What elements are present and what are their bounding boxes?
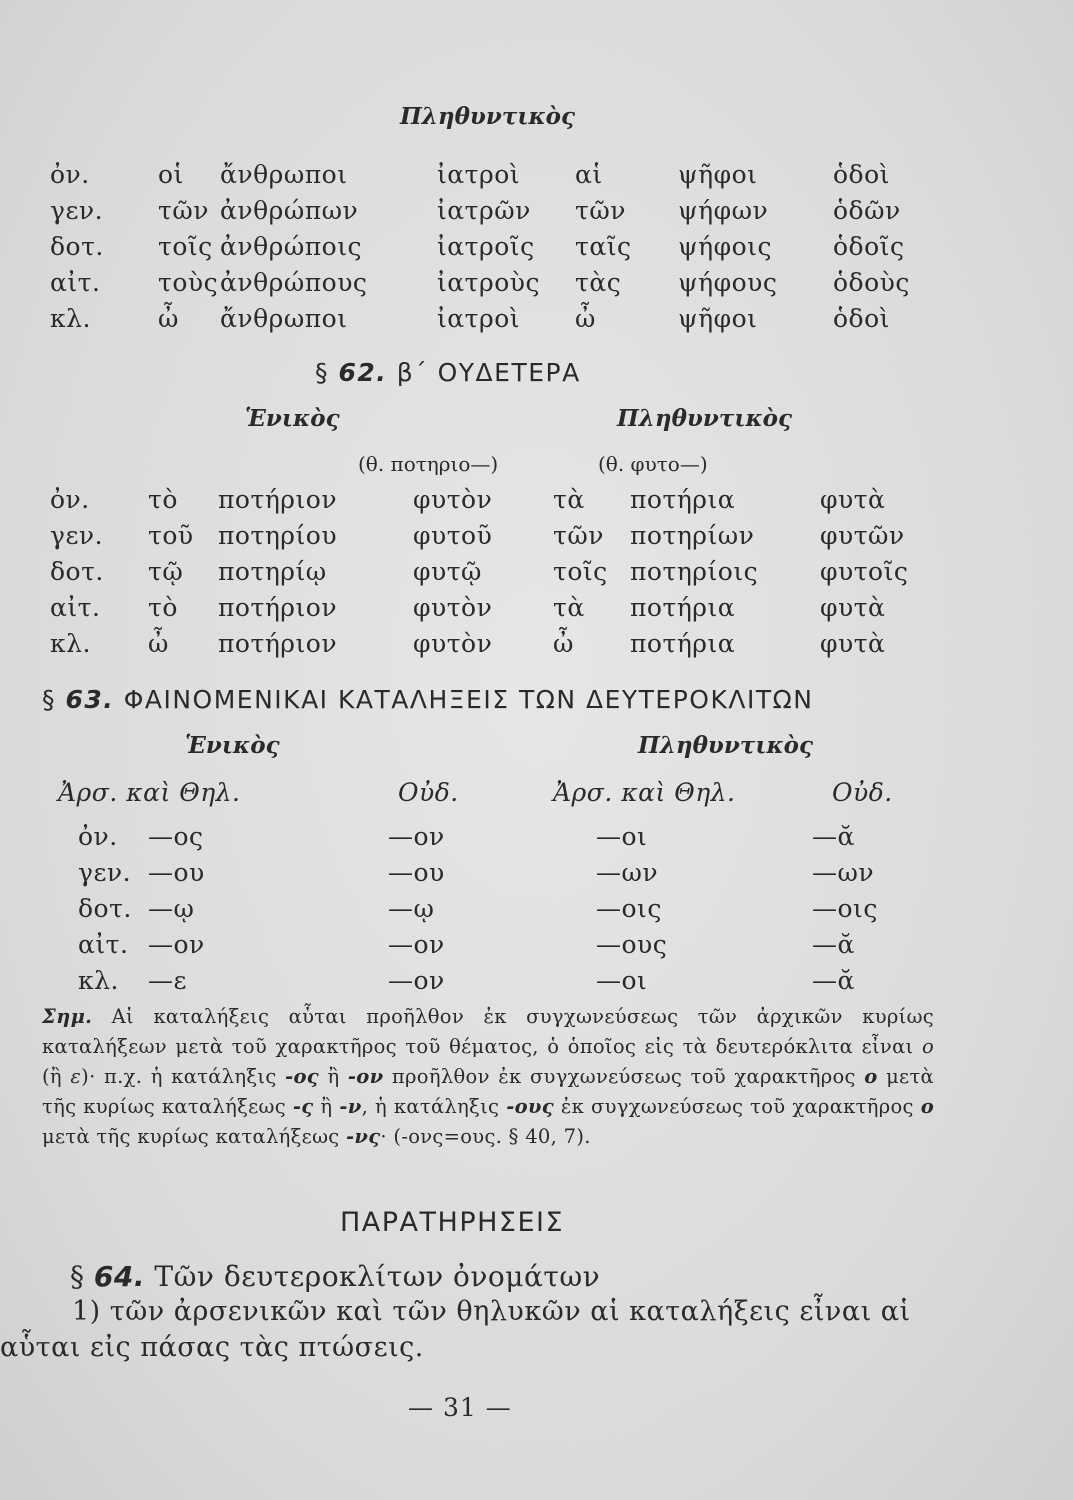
table-cell: ὦ: [575, 304, 596, 333]
table-cell: ὦ: [158, 304, 179, 333]
table-cell: τοῖς: [553, 557, 608, 586]
table-cell: ἀνθρώποις: [220, 232, 362, 261]
note-text: προῆλθον ἐκ συγχωνεύσεως τοῦ χαρακτῆρος: [383, 1065, 865, 1088]
page-number: — 31 —: [408, 1393, 512, 1422]
case-label: αἰτ.: [50, 593, 101, 622]
note-letter: ο: [921, 1035, 934, 1058]
note-text: Αἱ καταλήξεις αὗται προῆλθον ἐκ συγχωνεύσεως τῶν ἀρχικῶν κυρίως καταλήξεων μετὰ τοῦ χαρακτῆρος τοῦ θέματος, ὁ ὁποῖος εἰς τὰ δευτερόκλιτα εἶναι: [42, 1005, 934, 1058]
note-text: ἐκ συγχωνεύσεως τοῦ χαρακτῆρος: [553, 1095, 921, 1118]
table-cell: ποτήρια: [630, 629, 736, 658]
table-cell: —ῳ: [148, 894, 195, 923]
section-62-heading: [315, 358, 581, 387]
table-cell: —ους: [596, 930, 668, 959]
section-mark: §: [70, 1260, 85, 1293]
table-cell: τὰ: [553, 485, 585, 514]
note-text: (ἢ: [42, 1065, 71, 1088]
body-line: αὗται εἰς πάσας τὰς πτώσεις.: [0, 1332, 424, 1363]
table-cell: —οις: [812, 894, 878, 923]
table-cell: τοὺς: [158, 268, 219, 297]
table-cell: φυτὰ: [820, 629, 886, 658]
note-text: μετὰ τῆς κυρίως καταλήξεως: [42, 1125, 347, 1148]
table-cell: ποτήρια: [630, 485, 736, 514]
note-ending: -ον: [347, 1065, 384, 1088]
table-cell: τῷ: [148, 557, 184, 586]
table-cell: ἰατροὺς: [437, 268, 540, 297]
table-cell: —ου: [148, 858, 205, 887]
table-cell: ἀνθρώπους: [220, 268, 368, 297]
gender-header: Ἀρσ. καὶ Θηλ.: [553, 778, 736, 807]
table-cell: ποτήρια: [630, 593, 736, 622]
table-cell: ποτήριον: [218, 485, 338, 514]
plural-heading: Πληθυντικὸς: [617, 405, 793, 432]
plural-heading: Πληθυντικὸς: [400, 103, 576, 130]
note-text: · (-ονς=ους. § 40, 7).: [380, 1125, 591, 1148]
section-title: β΄ ΟΥΔΕΤΕΡΑ: [396, 358, 581, 387]
table-cell: —οι: [596, 966, 648, 995]
table-cell: ἰατρῶν: [437, 196, 531, 225]
table-cell: —ᾰ: [812, 930, 855, 959]
table-cell: φυτὸν: [413, 629, 493, 658]
table-cell: ὦ: [148, 629, 169, 658]
note-text: ἢ: [313, 1095, 340, 1118]
table-cell: —ου: [388, 858, 445, 887]
table-cell: ὁδῶν: [833, 196, 901, 225]
table-cell: ποτηρίου: [218, 521, 338, 550]
table-cell: ὁδοὺς: [833, 268, 910, 297]
table-cell: φυτὰ: [820, 593, 886, 622]
body-line: 1) τῶν ἀρσενικῶν καὶ τῶν θηλυκῶν αἱ καταλήξεις εἶναι αἱ: [72, 1296, 911, 1327]
section-64-heading: [70, 1260, 600, 1293]
table-cell: ποτηρίῳ: [218, 557, 327, 586]
case-label: δοτ.: [78, 894, 132, 923]
table-cell: —οι: [596, 822, 648, 851]
table-cell: ψῆφοι: [678, 304, 758, 333]
singular-heading: Ἑνικὸς: [185, 732, 280, 759]
case-label: γεν.: [50, 521, 104, 550]
table-cell: αἱ: [575, 160, 603, 189]
table-cell: τῶν: [158, 196, 209, 225]
table-cell: ὁδοὶ: [833, 160, 890, 189]
table-cell: τὸ: [148, 485, 178, 514]
section-title: ΦΑΙΝΟΜΕΝΙΚΑΙ ΚΑΤΑΛΗΞΕΙΣ ΤΩΝ ΔΕΥΤΕΡΟΚΛΙΤΩΝ: [123, 685, 814, 714]
note-ending: -ους: [506, 1095, 554, 1118]
table-cell: φυτὰ: [820, 485, 886, 514]
table-cell: ταῖς: [575, 232, 632, 261]
table-cell: ἀνθρώπων: [220, 196, 359, 225]
stem-note-2: (θ. φυτο—): [598, 452, 708, 476]
note-ending: -ν: [339, 1095, 362, 1118]
case-label: κλ.: [50, 304, 91, 333]
table-cell: ὁδοὶ: [833, 304, 890, 333]
singular-heading: Ἑνικὸς: [245, 405, 340, 432]
case-label: ὀν.: [50, 160, 90, 189]
observations-heading: ΠΑΡΑΤΗΡΗΣΕΙΣ: [340, 1207, 565, 1238]
case-label: δοτ.: [50, 232, 104, 261]
case-label: γεν.: [78, 858, 132, 887]
table-cell: φυτοῦ: [413, 521, 493, 550]
section-number: 63.: [65, 685, 115, 714]
table-cell: οἱ: [158, 160, 184, 189]
section-mark: §: [42, 685, 56, 714]
note-label: Σημ.: [42, 1005, 93, 1028]
section-number: 62.: [338, 358, 388, 387]
section-number: 64.: [93, 1260, 146, 1293]
case-label: γεν.: [50, 196, 104, 225]
note-text: μετὰ τῆς κυρίως καταλήξεως: [42, 1065, 934, 1118]
table-cell: ἰατροὶ: [437, 160, 521, 189]
note-text: , ἡ κατάληξις: [361, 1095, 507, 1118]
table-cell: ἄνθρωποι: [220, 160, 348, 189]
table-cell: τὰ: [553, 593, 585, 622]
case-label: ὀν.: [50, 485, 90, 514]
table-cell: —ων: [812, 858, 875, 887]
table-cell: τοῦ: [148, 521, 194, 550]
table-cell: ποτήριον: [218, 629, 338, 658]
table-cell: —ων: [596, 858, 659, 887]
note-ending: -νς: [346, 1125, 381, 1148]
table-cell: —ον: [388, 822, 445, 851]
table-cell: ψήφων: [678, 196, 769, 225]
table-cell: ψήφους: [678, 268, 778, 297]
section-text: Τῶν δευτεροκλίτων ὀνομάτων: [145, 1260, 601, 1293]
gender-header: Ἀρσ. καὶ Θηλ.: [58, 778, 241, 807]
case-label: δοτ.: [50, 557, 104, 586]
table-cell: —ᾰ: [812, 966, 855, 995]
note-letter: ο: [864, 1065, 878, 1088]
plural-heading: Πληθυντικὸς: [638, 732, 814, 759]
case-label: αἰτ.: [78, 930, 129, 959]
stem-note-1: (θ. ποτηριο—): [358, 452, 499, 476]
table-cell: —ον: [388, 966, 445, 995]
table-cell: ψήφοις: [678, 232, 772, 261]
table-cell: φυτὸν: [413, 593, 493, 622]
note-text: )· π.χ. ἡ κατάληξις: [81, 1065, 286, 1088]
table-cell: τοῖς: [158, 232, 213, 261]
table-cell: ὁδοῖς: [833, 232, 905, 261]
table-cell: —ον: [388, 930, 445, 959]
table-cell: φυτῶν: [820, 521, 905, 550]
note-paragraph: [42, 1002, 934, 1152]
case-label: αἰτ.: [50, 268, 101, 297]
note-text: ἢ: [318, 1065, 348, 1088]
table-cell: —ε: [148, 966, 187, 995]
table-cell: φυτῷ: [413, 557, 482, 586]
table-cell: —ος: [148, 822, 204, 851]
table-cell: ἰατροῖς: [437, 232, 535, 261]
table-cell: ἄνθρωποι: [220, 304, 348, 333]
table-cell: —ον: [148, 930, 205, 959]
gender-header: Οὐδ.: [832, 778, 893, 807]
note-letter: ο: [920, 1095, 934, 1118]
gender-header: Οὐδ.: [398, 778, 459, 807]
table-cell: ποτηρίοις: [630, 557, 759, 586]
table-cell: φυτὸν: [413, 485, 493, 514]
table-cell: φυτοῖς: [820, 557, 909, 586]
table-cell: τῶν: [553, 521, 604, 550]
table-cell: —ᾰ: [812, 822, 855, 851]
table-cell: —οις: [596, 894, 662, 923]
case-label: ὀν.: [78, 822, 118, 851]
table-cell: ψῆφοι: [678, 160, 758, 189]
table-cell: τὸ: [148, 593, 178, 622]
case-label: κλ.: [50, 629, 91, 658]
case-label: κλ.: [78, 966, 119, 995]
table-cell: τῶν: [575, 196, 626, 225]
section-mark: §: [315, 358, 329, 387]
table-cell: ποτήριον: [218, 593, 338, 622]
table-cell: ὦ: [553, 629, 574, 658]
table-cell: ποτηρίων: [630, 521, 755, 550]
table-cell: —ῳ: [388, 894, 435, 923]
table-cell: ἰατροὶ: [437, 304, 521, 333]
note-letter: ε: [70, 1065, 82, 1088]
section-63-heading: [42, 685, 813, 714]
table-cell: τὰς: [575, 268, 622, 297]
note-ending: -ς: [292, 1095, 314, 1118]
note-ending: -ος: [285, 1065, 319, 1088]
